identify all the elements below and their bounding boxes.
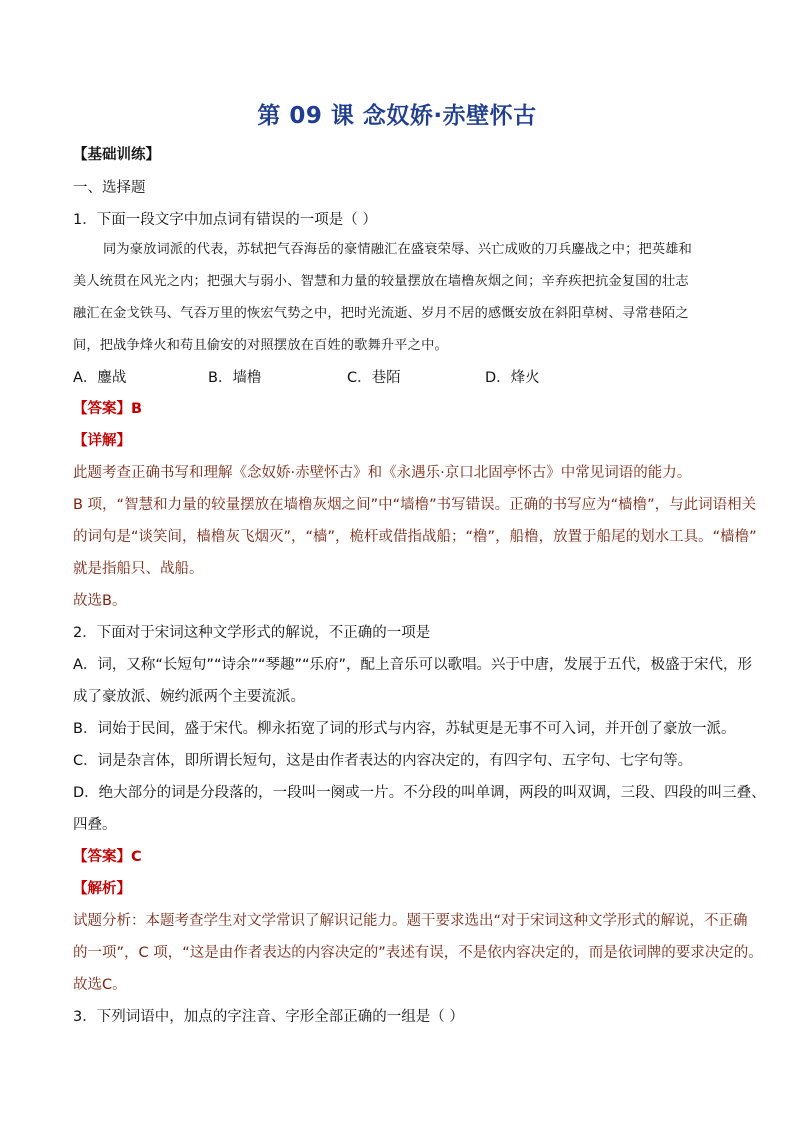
question-2-stem: 2．下面对于宋词这种文学形式的解说，不正确的一项是 [73, 625, 431, 641]
lesson-title: 第 09 课 念奴娇·赤壁怀古 [257, 103, 537, 129]
question-1-passage-line: 间，把战争烽火和苟且偷安的对照摆放在百姓的歌舞升平之中。 [73, 338, 448, 353]
question-2-option-line: A．词，又称“长短句”“诗余”“琴趣”“乐府”，配上音乐可以歌唱。兴于中唐，发展于五代，极盛于宋代，形 [73, 657, 753, 673]
question-1-explanation-line: 就是指船只、战船。 [73, 561, 204, 577]
question-1-explanation-line: 的词句是“谈笑间，樯橹灰飞烟灭”，“樯”，桅杆或借指战船；“橹”，船橹，放置于船尾的划水工具。“樯橹” [73, 529, 757, 545]
question-2-answer: 【答案】C [73, 849, 142, 865]
question-2-option-line: C．词是杂言体，即所谓长短句，这是由作者表达的内容决定的，有四字句、五字句、七字句等。 [73, 753, 693, 769]
question-2-option-line: 成了豪放派、婉约派两个主要流派。 [73, 689, 305, 705]
question-1-conclusion: 故选B。 [73, 593, 127, 609]
question-1-option-d: D．烽火 [485, 370, 540, 386]
question-2-explanation-line: 的一项”，C 项，“这是由作者表达的内容决定的”表述有误，不是依内容决定的，而是依词牌的要求决定的。 [73, 945, 763, 961]
question-1-detail-label: 【详解】 [73, 433, 131, 449]
question-1-option-b: B．墙橹 [208, 370, 262, 386]
question-1-answer: 【答案】B [73, 401, 143, 417]
question-1-option-c: C．巷陌 [347, 370, 401, 386]
question-2-analysis-label: 【解析】 [73, 881, 131, 897]
question-2-explanation-line: 试题分析：本题考查学生对文学常识了解识记能力。题干要求选出“对于宋词这种文学形式的解说，不正确 [73, 913, 748, 929]
question-1-option-a: A．鏖战 [73, 370, 127, 386]
heading-choice-questions: 一、选择题 [73, 180, 146, 196]
question-1-stem: 1．下面一段文字中加点词有错误的一项是（ ） [73, 212, 377, 228]
question-1-passage-line: 同为豪放词派的代表，苏轼把气吞海岳的豪情融汇在盛衰荣辱、兴亡成败的刀兵鏖战之中；把英雄和 [103, 242, 693, 257]
question-2-option-line: 四叠。 [73, 817, 117, 833]
question-1-explanation-line: B 项，“智慧和力量的较量摆放在墙橹灰烟之间”中“墙橹”书写错误。正确的书写应为“樯橹”，与此词语相关 [73, 497, 757, 513]
question-1-explanation-line: 此题考查正确书写和理解《念奴娇·赤壁怀古》和《永遇乐·京口北固亭怀古》中常见词语的能力。 [73, 465, 692, 481]
section-label: 【基础训练】 [73, 147, 160, 163]
question-2-option-line: D．绝大部分的词是分段落的，一段叫一阕或一片。不分段的叫单调，两段的叫双调，三段、四段的叫三叠、 [73, 785, 766, 801]
question-1-passage-line: 融汇在金戈铁马、气吞万里的恢宏气势之中，把时光流逝、岁月不居的感慨安放在斜阳草树、寻常巷陌之 [73, 306, 689, 321]
question-3-stem: 3．下列词语中，加点的字注音、字形全部正确的一组是（ ） [73, 1009, 464, 1025]
question-2-conclusion: 故选C。 [73, 977, 127, 993]
question-1-passage-line: 美人统贯在风光之内；把强大与弱小、智慧和力量的较量摆放在墙橹灰烟之间；辛弃疾把抗金复国的壮志 [73, 274, 689, 289]
question-2-option-line: B．词始于民间，盛于宋代。柳永拓宽了词的形式与内容，苏轼更是无事不可入词，并开创了豪放一派。 [73, 721, 736, 737]
